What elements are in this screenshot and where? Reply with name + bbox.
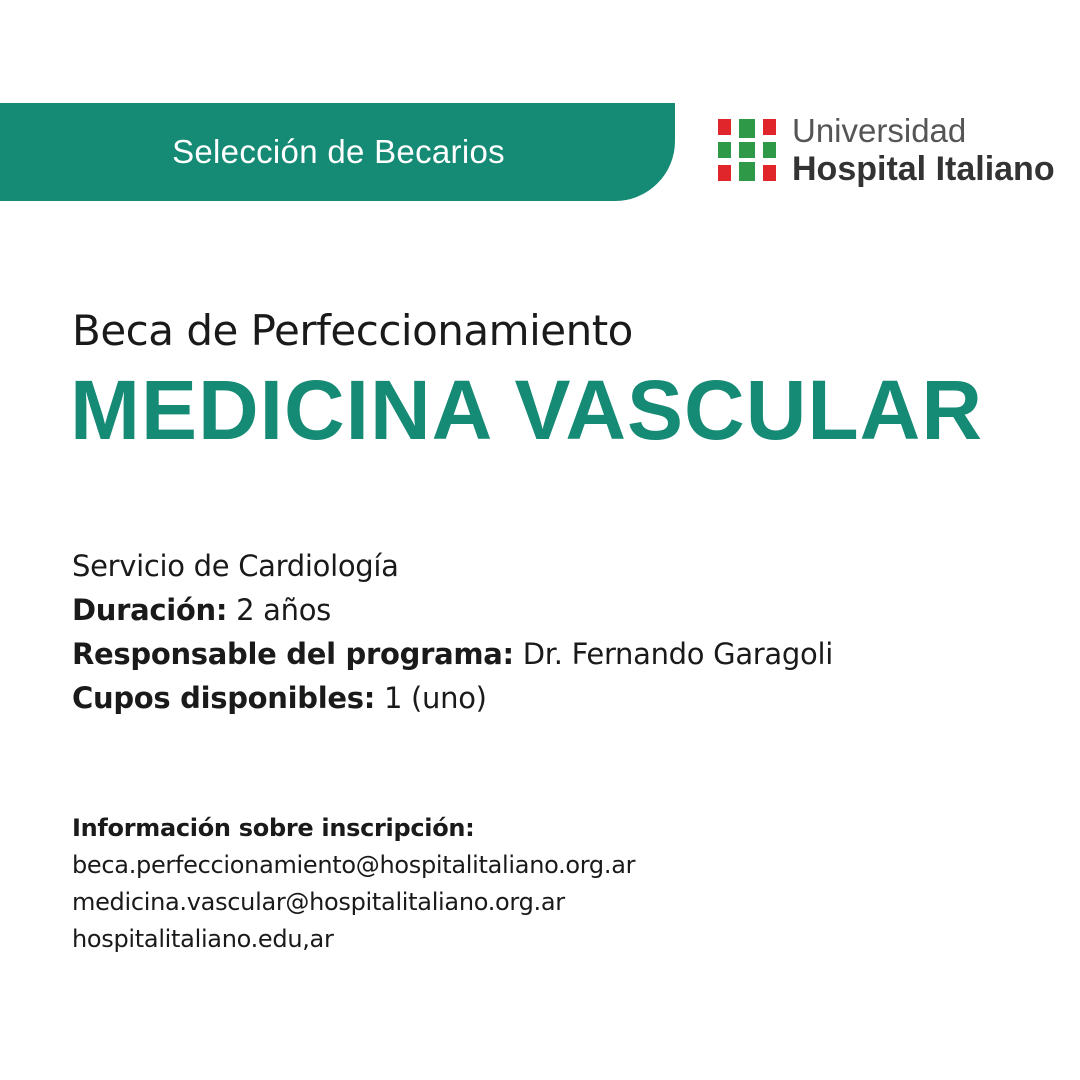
slots-label: Cupos disponibles: — [72, 681, 376, 715]
contact-info — [72, 810, 635, 958]
contact-website[interactable]: hospitalitaliano.edu,ar — [72, 925, 334, 953]
university-logo — [718, 114, 1055, 186]
hospital-cross-icon — [718, 117, 776, 183]
slots-line — [72, 676, 833, 720]
contact-email-beca[interactable]: beca.perfeccionamiento@hospitalitaliano.org.ar — [72, 851, 636, 879]
lead-value: Dr. Fernando Garagoli — [513, 637, 833, 671]
duration-label: Duración: — [72, 593, 228, 627]
header-banner — [0, 103, 675, 201]
duration-line — [72, 588, 833, 632]
logo-line-universidad: Universidad — [792, 112, 967, 149]
service-line: Servicio de Cardiología — [72, 549, 399, 583]
lead-label: Responsable del programa: — [72, 637, 514, 671]
logo-line-hospital: Hospital Italiano — [792, 150, 1055, 188]
program-title: MEDICINA VASCULAR — [70, 363, 983, 457]
lead-line — [72, 632, 833, 676]
program-subtitle: Beca de Perfeccionamiento — [72, 306, 633, 355]
contact-email-vascular[interactable]: medicina.vascular@hospitalitaliano.org.ar — [72, 888, 565, 916]
slots-value: 1 (uno) — [375, 681, 487, 715]
contact-heading: Información sobre inscripción: — [72, 814, 475, 842]
duration-value: 2 años — [227, 593, 331, 627]
banner-label: Selección de Becarios — [172, 133, 505, 170]
program-details — [72, 544, 833, 720]
